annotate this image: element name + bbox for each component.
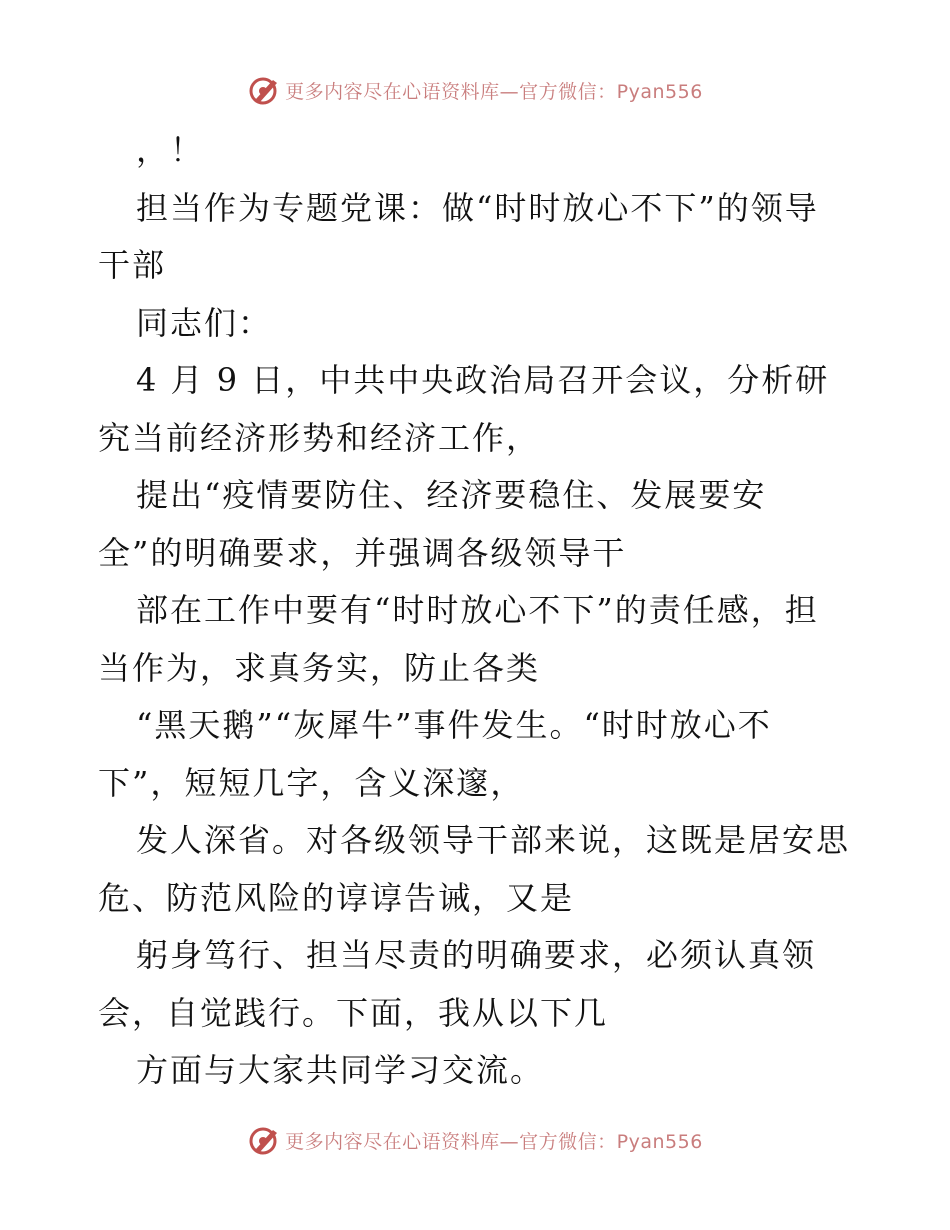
text-line: 4 月 9 日，中共中央政治局召开会议，分析研	[136, 361, 830, 399]
text-line: 危、防范风险的谆谆告诫，又是	[98, 878, 575, 917]
document-title: 担当作为专题党课：做“时时放心不下”的领导	[136, 188, 819, 227]
footer-watermark	[0, 1120, 950, 1160]
document-title-cont: 干部	[98, 246, 167, 284]
header-watermark	[0, 70, 950, 110]
salutation: 同志们：	[136, 303, 273, 342]
pen-logo-icon	[247, 1123, 281, 1157]
text-line: 究当前经济形势和经济工作，	[98, 418, 541, 457]
text-line: 全”的明确要求，并强调各级领导干	[98, 533, 627, 572]
text-line: ，！	[136, 131, 205, 169]
text-line: 会，自觉践行。下面，我从以下几	[98, 993, 609, 1032]
text-line: 躬身笃行、担当尽责的明确要求，必须认真领	[136, 936, 817, 974]
text-line: 提出“疫情要防住、经济要稳住、发展要安	[136, 476, 767, 514]
document-body	[98, 122, 858, 1100]
text-line: 下”，短短几字，含义深邃，	[98, 763, 525, 802]
text-line: 部在工作中要有“时时放心不下”的责任感，担	[136, 591, 819, 629]
watermark-text: 更多内容尽在心语资料库—官方微信：Pyan556	[285, 80, 703, 103]
text-line: 当作为，求真务实，防止各类	[98, 648, 541, 687]
watermark-text: 更多内容尽在心语资料库—官方微信：Pyan556	[285, 1130, 703, 1153]
text-line: 方面与大家共同学习交流。	[136, 1051, 545, 1089]
pen-logo-icon	[247, 73, 281, 107]
text-line: 发人深省。对各级领导干部来说，这既是居安思	[136, 821, 851, 859]
text-line: “黑天鹅”“灰犀牛”事件发生。“时时放心不	[136, 706, 772, 744]
